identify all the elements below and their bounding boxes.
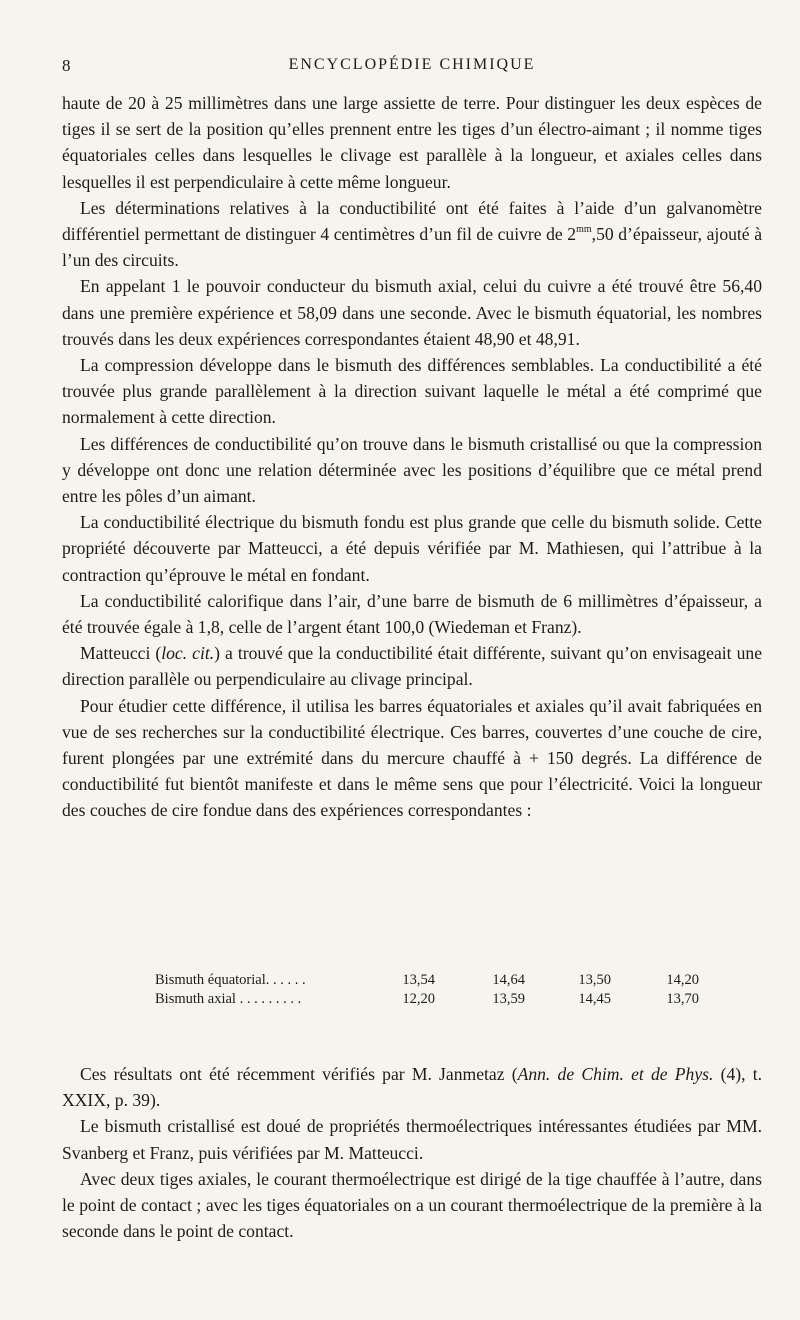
paragraph-2-part-b: ,50 d’épaisseur, ajouté à l’un des circuits. bbox=[62, 224, 762, 271]
table-row bbox=[155, 990, 715, 1009]
citation-italic: loc. cit. bbox=[161, 643, 215, 664]
paragraph-10-part-b: (4), t. XXIX, p. 39). bbox=[62, 1064, 763, 1111]
paragraph-2 bbox=[62, 195, 762, 274]
table-row bbox=[155, 971, 715, 990]
page-number: 8 bbox=[62, 56, 71, 75]
paragraph-12: Avec deux tiges axiales, le courant thermoélectrique est dirigé de la tige chauffée à l’autre, dans le point de contact ; avec les tiges équatoriales on a un courant thermoélectrique de la première à la seconde dans le point de contact. bbox=[62, 1168, 762, 1242]
unit-superscript: mm bbox=[576, 224, 592, 236]
body-text bbox=[62, 90, 762, 824]
paragraph-8-part-a: Matteucci ( bbox=[80, 643, 162, 664]
paragraph-1: haute de 20 à 25 millimètres dans une large assiette de terre. Pour distinguer les deux espèces de tiges il se sert de la position qu’elles prennent entre les tiges d’un électro-aimant ; il nomme tiges équatoriales celles dans lesquelles le clivage est parallèle à la longueur, et axiales celles dans lesquelles il est perpendiculaire à cette même longueur. bbox=[62, 93, 762, 192]
running-title: ENCYCLOPÉDIE CHIMIQUE bbox=[288, 56, 536, 73]
page-header bbox=[62, 56, 762, 80]
table-cell: 14,45 bbox=[578, 991, 611, 1007]
paragraph-8-part-b: ) a trouvé que la conductibilité était différente, suivant qu’on envisageait une direction parallèle ou perpendiculaire au clivage principal. bbox=[62, 643, 762, 690]
paragraph-7: La conductibilité calorifique dans l’air, d’une barre de bismuth de 6 millimètres d’épaisseur, a été trouvée égale à 1,8, celle de l’argent étant 100,0 (Wiedeman et Franz). bbox=[62, 590, 762, 638]
row-label: Bismuth axial . . . . . . . . . bbox=[155, 991, 302, 1007]
paragraph-8 bbox=[62, 640, 762, 692]
paragraph-10-part-a: Ces résultats ont été récemment vérifiés par M. Janmetaz ( bbox=[80, 1064, 518, 1084]
paragraph-10 bbox=[62, 1061, 762, 1113]
paragraph-3: En appelant 1 le pouvoir conducteur du bismuth axial, celui du cuivre a été trouvé être 56,40 dans une première expérience et 58,09 dans une seconde. Avec le bismuth équatorial, les nombres trouvés dans les deux expériences correspondantes étaient 48,90 et 48,91. bbox=[62, 276, 762, 349]
table-cell: 12,20 bbox=[402, 991, 435, 1007]
journal-italic: Ann. de Chim. et de Phys. bbox=[517, 1064, 714, 1084]
paragraph-9: Pour étudier cette différence, il utilisa les barres équatoriales et axiales qu’il avait fabriquées en vue de ses recherches sur la conductibilité électrique. Ces barres, couvertes d’une couche de cire, furent plongées par une extrémité dans du mercure chauffé à + 150 degrés. La différence de conductibilité fut bientôt manifeste et dans le même sens que pour l’électricité. Voici la longueur des couches de cire fondue dans des expériences correspondantes : bbox=[62, 695, 762, 821]
paragraph-2-part-a: Les déterminations relatives à la conductibilité ont été faites à l’aide d’un galvanomètre différentiel permettant de distinguer 4 centimètres d’un fil de cuivre de 2 bbox=[62, 197, 762, 245]
table-cell: 13,50 bbox=[578, 972, 611, 988]
table-cell: 13,59 bbox=[492, 991, 525, 1007]
data-table bbox=[155, 971, 715, 1009]
row-label: Bismuth équatorial. . . . . . bbox=[155, 972, 306, 988]
table-cell: 13,70 bbox=[666, 991, 699, 1007]
table-cell: 14,64 bbox=[492, 972, 525, 988]
body-text-continued bbox=[62, 1061, 762, 1244]
table-cell: 13,54 bbox=[402, 972, 435, 988]
paragraph-6: La conductibilité électrique du bismuth fondu est plus grande que celle du bismuth solide. Cette propriété découverte par Matteucci, a été depuis vérifiée par M. Mathiesen, qui l’attribue à la contraction qu’éprouve le métal en fondant. bbox=[62, 512, 762, 585]
table-cell: 14,20 bbox=[666, 972, 699, 988]
paragraph-4: La compression développe dans le bismuth des différences semblables. La conductibilité a été trouvée plus grande parallèlement à la direction suivant laquelle le métal a été comprimé que normalement à cette direction. bbox=[62, 355, 762, 428]
paragraph-5: Les différences de conductibilité qu’on trouve dans le bismuth cristallisé ou que la compression y développe ont donc une relation déterminée avec les positions d’équilibre que ce métal prend entre les pôles d’un aimant. bbox=[62, 433, 762, 507]
paragraph-11: Le bismuth cristallisé est doué de propriétés thermoélectriques intéressantes étudiées par MM. Svanberg et Franz, puis vérifiées par M. Matteucci. bbox=[62, 1116, 762, 1163]
